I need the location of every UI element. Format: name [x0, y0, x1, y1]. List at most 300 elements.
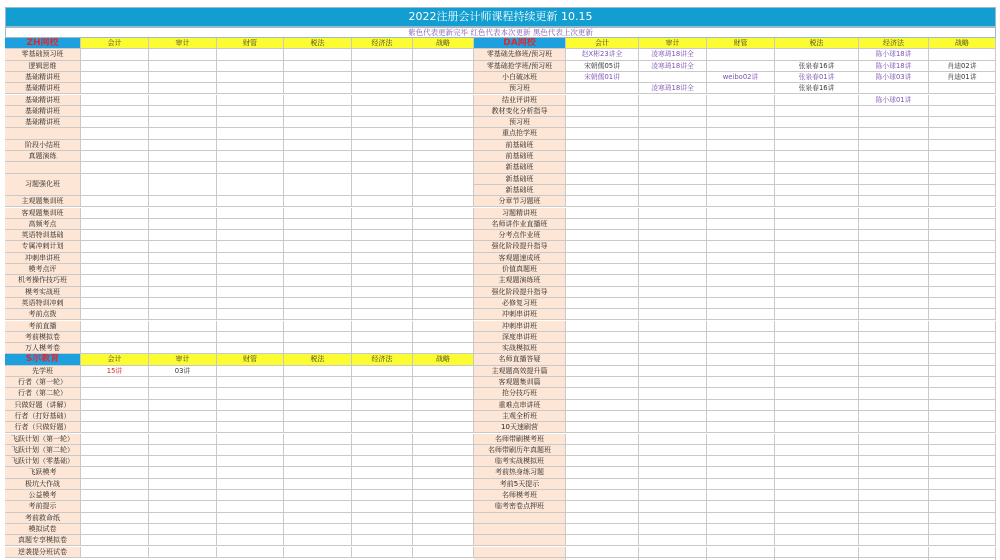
da-course-cell [929, 275, 996, 286]
da-course-name: 新基础班 [474, 185, 566, 196]
s-course-cell [149, 388, 217, 399]
zh-course-cell [352, 174, 413, 197]
zh-course-name: 英语特训基础 [5, 230, 81, 241]
da-course-cell [639, 467, 707, 478]
da-course-cell [775, 309, 859, 320]
zh-course-cell [284, 95, 352, 106]
zh-course-cell [284, 298, 352, 309]
s-course-cell [413, 490, 474, 501]
da-course-name: 必修复习班 [474, 298, 566, 309]
s-course-name: 行者（只做好题） [5, 422, 81, 433]
da-course-cell [707, 140, 775, 151]
zh-course-cell [352, 230, 413, 241]
s-course-cell [149, 377, 217, 388]
da-course-cell [707, 547, 775, 558]
s-course-cell [217, 535, 284, 546]
s-course-cell [413, 445, 474, 456]
zh-course-cell [413, 140, 474, 151]
da-course-cell [566, 400, 639, 411]
zh-course-cell [217, 321, 284, 332]
da-course-cell [707, 445, 775, 456]
s-course-cell [352, 456, 413, 467]
da-course-cell [775, 321, 859, 332]
s-course-cell [352, 388, 413, 399]
s-course-cell [149, 411, 217, 422]
zh-course-cell [81, 162, 149, 173]
s-course-cell [413, 535, 474, 546]
zh-course-cell [352, 343, 413, 354]
zh-course-cell [352, 95, 413, 106]
s-course-cell [81, 547, 149, 558]
zh-org-label: ZH网校 [5, 38, 81, 49]
s-course-cell [217, 513, 284, 524]
da-course-cell [859, 445, 929, 456]
da-course-cell [639, 196, 707, 207]
da-course-name: 教材变化分析指导 [474, 106, 566, 117]
da-course-cell [566, 208, 639, 219]
s-course-cell [149, 422, 217, 433]
zh-course-cell [413, 275, 474, 286]
s-course-cell [217, 388, 284, 399]
s-course-cell [352, 513, 413, 524]
s-course-cell [81, 501, 149, 512]
s-course-cell [352, 434, 413, 445]
zh-course-cell [352, 241, 413, 252]
da-course-cell [707, 241, 775, 252]
zh-course-cell [284, 196, 352, 207]
da-course-cell [639, 388, 707, 399]
s-course-cell [413, 547, 474, 558]
zh-course-name: 机考操作技巧班 [5, 275, 81, 286]
da-course-cell [929, 241, 996, 252]
da-course-cell [859, 467, 929, 478]
da-course-cell [707, 535, 775, 546]
s-course-cell [149, 535, 217, 546]
da-course-cell [639, 456, 707, 467]
zh-course-cell [149, 264, 217, 275]
zh-course-cell [81, 196, 149, 207]
zh-course-cell [413, 321, 474, 332]
da-course-cell [929, 354, 996, 365]
zh-course-cell [413, 309, 474, 320]
da-course-cell [566, 162, 639, 173]
da-course-cell [707, 185, 775, 196]
da-course-name: 预习班 [474, 117, 566, 128]
s-course-cell [284, 513, 352, 524]
da-course-cell [566, 185, 639, 196]
s-course-cell [217, 479, 284, 490]
zh-subject-header: 会计 [81, 38, 149, 49]
da-course-cell [775, 140, 859, 151]
da-subject-header: 经济法 [859, 38, 929, 49]
da-course-cell [929, 434, 996, 445]
zh-course-cell [413, 151, 474, 162]
da-course-cell [639, 253, 707, 264]
zh-course-name: 习题强化班 [5, 174, 81, 197]
da-course-name: 冲刺串讲班 [474, 309, 566, 320]
da-course-cell [639, 321, 707, 332]
da-course-name: 主观题高效提升篇 [474, 366, 566, 377]
s-course-cell: 03讲 [149, 366, 217, 377]
s-course-cell [149, 547, 217, 558]
s-course-cell [149, 501, 217, 512]
da-course-cell [859, 219, 929, 230]
da-course-cell [859, 83, 929, 94]
da-course-cell [775, 196, 859, 207]
da-course-cell: 张泉春16讲 [775, 83, 859, 94]
da-course-cell [566, 388, 639, 399]
s-course-cell [413, 422, 474, 433]
da-course-cell [639, 332, 707, 343]
zh-course-cell [352, 321, 413, 332]
da-course-cell [707, 366, 775, 377]
da-course-name: 抢分技巧班 [474, 388, 566, 399]
s-subject-header: 战略 [413, 354, 474, 365]
da-course-cell [639, 411, 707, 422]
da-course-cell [707, 208, 775, 219]
da-course-name: 客观题集训篇 [474, 377, 566, 388]
s-course-cell [149, 400, 217, 411]
s-course-cell [284, 467, 352, 478]
s-course-cell [284, 411, 352, 422]
zh-course-cell [352, 309, 413, 320]
zh-course-name: 客观题集训班 [5, 208, 81, 219]
s-course-name: 模拟试卷 [5, 524, 81, 535]
zh-course-cell [149, 106, 217, 117]
zh-course-cell [284, 72, 352, 83]
da-course-cell [707, 298, 775, 309]
zh-course-cell [352, 208, 413, 219]
da-course-cell [859, 400, 929, 411]
zh-course-cell [217, 219, 284, 230]
da-course-cell [775, 106, 859, 117]
da-course-cell [775, 343, 859, 354]
da-course-cell [859, 253, 929, 264]
da-course-cell: 张泉春01讲 [775, 72, 859, 83]
da-course-cell: weibo02讲 [707, 72, 775, 83]
zh-course-cell [217, 174, 284, 197]
s-course-cell [284, 547, 352, 558]
s-course-cell [284, 456, 352, 467]
s-course-cell [217, 490, 284, 501]
da-course-cell [566, 275, 639, 286]
zh-course-cell [149, 83, 217, 94]
zh-course-cell [217, 49, 284, 60]
zh-course-cell [217, 332, 284, 343]
da-course-cell [639, 106, 707, 117]
s-course-cell [217, 366, 284, 377]
da-course-cell [775, 479, 859, 490]
da-course-cell [566, 513, 639, 524]
da-course-name: 新基础班 [474, 162, 566, 173]
da-course-cell [929, 128, 996, 139]
da-course-name [474, 535, 566, 546]
zh-course-cell [81, 83, 149, 94]
da-subject-header: 审计 [639, 38, 707, 49]
zh-course-cell [413, 219, 474, 230]
s-course-cell [413, 411, 474, 422]
zh-course-cell [284, 275, 352, 286]
da-course-cell [929, 422, 996, 433]
zh-course-cell [149, 343, 217, 354]
zh-course-cell [149, 230, 217, 241]
da-course-cell: 陈小球03讲 [859, 72, 929, 83]
s-course-name: 行者（打好基础） [5, 411, 81, 422]
s-course-name: 飞跃计划（第二轮） [5, 445, 81, 456]
da-course-cell [929, 49, 996, 60]
s-course-cell [352, 377, 413, 388]
da-course-cell [707, 61, 775, 72]
zh-course-cell [284, 343, 352, 354]
da-course-cell [775, 230, 859, 241]
da-course-cell [929, 524, 996, 535]
zh-course-cell [149, 128, 217, 139]
da-course-cell [775, 298, 859, 309]
zh-course-name: 万人模考卷 [5, 343, 81, 354]
da-course-cell [859, 230, 929, 241]
da-course-cell [566, 422, 639, 433]
da-course-cell [566, 174, 639, 185]
zh-course-cell [284, 61, 352, 72]
da-course-cell [639, 162, 707, 173]
zh-course-name: 英语特训冲刺 [5, 298, 81, 309]
da-course-cell [639, 513, 707, 524]
zh-course-cell [81, 151, 149, 162]
da-course-cell [859, 411, 929, 422]
da-subject-header: 会计 [566, 38, 639, 49]
da-course-cell [639, 524, 707, 535]
s-course-name: 真题专享模拟卷 [5, 535, 81, 546]
da-course-name: 强化阶段提升指导 [474, 287, 566, 298]
da-course-cell [566, 241, 639, 252]
da-course-cell [639, 400, 707, 411]
zh-course-cell [81, 298, 149, 309]
zh-course-cell [413, 208, 474, 219]
da-course-cell [859, 174, 929, 185]
s-subject-header: 审计 [149, 354, 217, 365]
zh-course-cell [284, 106, 352, 117]
da-course-cell [566, 343, 639, 354]
da-course-cell [566, 411, 639, 422]
zh-course-cell [81, 343, 149, 354]
da-course-cell [566, 434, 639, 445]
da-course-cell [859, 140, 929, 151]
zh-course-cell [284, 83, 352, 94]
da-course-cell: 陈小球01讲 [859, 95, 929, 106]
da-course-cell [639, 95, 707, 106]
zh-course-cell [352, 298, 413, 309]
da-course-cell [566, 264, 639, 275]
da-course-cell [859, 490, 929, 501]
s-course-cell [284, 434, 352, 445]
zh-course-cell [149, 174, 217, 197]
da-course-cell [775, 366, 859, 377]
da-course-cell [566, 377, 639, 388]
da-course-cell [566, 151, 639, 162]
da-course-cell [707, 422, 775, 433]
da-course-cell [707, 151, 775, 162]
da-course-cell [859, 456, 929, 467]
da-course-cell [859, 513, 929, 524]
zh-course-cell [352, 219, 413, 230]
da-course-cell [639, 72, 707, 83]
s-course-cell [413, 377, 474, 388]
da-course-cell [707, 253, 775, 264]
s-course-cell [149, 524, 217, 535]
zh-course-cell [413, 343, 474, 354]
da-course-cell [775, 411, 859, 422]
da-course-cell [859, 196, 929, 207]
zh-course-cell [413, 72, 474, 83]
da-course-cell [929, 513, 996, 524]
da-course-cell [775, 264, 859, 275]
da-course-cell [639, 479, 707, 490]
da-course-cell [639, 343, 707, 354]
da-course-cell [775, 400, 859, 411]
s-course-cell [284, 535, 352, 546]
zh-course-cell [413, 332, 474, 343]
da-course-cell [707, 321, 775, 332]
zh-course-name [5, 128, 81, 139]
da-course-cell [707, 196, 775, 207]
zh-course-name: 阶段小结班 [5, 140, 81, 151]
zh-course-name: 考前模拟卷 [5, 332, 81, 343]
zh-course-cell [413, 61, 474, 72]
zh-course-name: 高频考点 [5, 219, 81, 230]
da-course-cell [775, 535, 859, 546]
da-course-cell [775, 524, 859, 535]
da-course-cell [566, 309, 639, 320]
zh-course-cell [217, 61, 284, 72]
zh-course-cell [352, 275, 413, 286]
s-course-name: 飞跃计划（第一轮） [5, 434, 81, 445]
da-course-cell [639, 366, 707, 377]
da-course-cell: 赵X彬23讲全 [566, 49, 639, 60]
da-course-cell [929, 208, 996, 219]
s-course-name: 考前提示 [5, 501, 81, 512]
zh-course-cell [81, 208, 149, 219]
s-course-cell [217, 467, 284, 478]
zh-course-cell [413, 298, 474, 309]
da-course-name: 零基础先修班/预习班 [474, 49, 566, 60]
da-course-cell [859, 501, 929, 512]
zh-course-cell [81, 140, 149, 151]
s-course-cell [284, 490, 352, 501]
s-course-name: 极坑大作战 [5, 479, 81, 490]
da-course-name: 实战模拟班 [474, 343, 566, 354]
da-course-cell [639, 264, 707, 275]
zh-course-cell [217, 309, 284, 320]
da-course-cell [775, 151, 859, 162]
da-course-cell [566, 298, 639, 309]
da-course-cell [929, 388, 996, 399]
da-course-cell [775, 422, 859, 433]
da-course-name: 前基础班 [474, 140, 566, 151]
da-course-cell [639, 219, 707, 230]
zh-course-cell [352, 264, 413, 275]
zh-course-cell [81, 128, 149, 139]
s-course-cell [284, 501, 352, 512]
da-course-name: 预习班 [474, 83, 566, 94]
zh-course-cell [284, 208, 352, 219]
s-course-cell [413, 479, 474, 490]
zh-course-cell [149, 298, 217, 309]
zh-course-name: 考前直播 [5, 321, 81, 332]
zh-course-cell [352, 151, 413, 162]
s-course-cell [149, 445, 217, 456]
zh-course-cell [352, 117, 413, 128]
da-course-cell [707, 106, 775, 117]
da-course-cell [707, 343, 775, 354]
da-course-cell [775, 547, 859, 558]
zh-subject-header: 经济法 [352, 38, 413, 49]
zh-course-cell [149, 321, 217, 332]
da-course-cell [775, 49, 859, 60]
da-course-cell [859, 241, 929, 252]
da-course-cell [707, 162, 775, 173]
da-course-name: 习题精讲班 [474, 208, 566, 219]
s-course-cell [217, 434, 284, 445]
s-course-cell [81, 434, 149, 445]
zh-course-cell [284, 117, 352, 128]
zh-course-cell [217, 140, 284, 151]
da-course-cell [775, 253, 859, 264]
da-course-cell [775, 501, 859, 512]
zh-course-cell [284, 264, 352, 275]
s-subject-header: 经济法 [352, 354, 413, 365]
da-course-cell [775, 95, 859, 106]
da-course-cell [566, 95, 639, 106]
zh-course-cell [352, 83, 413, 94]
zh-course-cell [149, 72, 217, 83]
da-course-cell: 陈小球18讲 [859, 49, 929, 60]
da-course-cell: 凌寒琦18讲全 [639, 49, 707, 60]
zh-course-cell [149, 61, 217, 72]
zh-course-name: 逻辑思维 [5, 61, 81, 72]
s-course-cell [352, 445, 413, 456]
da-course-name: 客观题速成班 [474, 253, 566, 264]
da-course-cell [566, 196, 639, 207]
zh-course-cell [217, 275, 284, 286]
da-course-name: 深度串讲班 [474, 332, 566, 343]
da-course-cell [775, 162, 859, 173]
zh-course-name: 零基础预习班 [5, 49, 81, 60]
da-course-cell [707, 467, 775, 478]
da-course-cell [639, 501, 707, 512]
zh-course-cell [284, 321, 352, 332]
da-course-cell [859, 287, 929, 298]
da-course-cell [775, 117, 859, 128]
zh-course-cell [284, 332, 352, 343]
da-course-cell [639, 117, 707, 128]
s-course-name: 飞跃模考 [5, 467, 81, 478]
da-course-cell [859, 275, 929, 286]
da-course-cell [707, 400, 775, 411]
s-course-cell [217, 547, 284, 558]
da-course-cell [639, 535, 707, 546]
zh-course-cell [217, 287, 284, 298]
s-course-cell [413, 467, 474, 478]
zh-course-cell [352, 49, 413, 60]
da-course-cell [859, 434, 929, 445]
zh-course-cell [217, 253, 284, 264]
s-course-cell [352, 501, 413, 512]
da-course-cell [707, 287, 775, 298]
zh-course-cell [352, 196, 413, 207]
zh-course-name: 模考点评 [5, 264, 81, 275]
da-course-cell [859, 366, 929, 377]
da-course-cell [566, 366, 639, 377]
